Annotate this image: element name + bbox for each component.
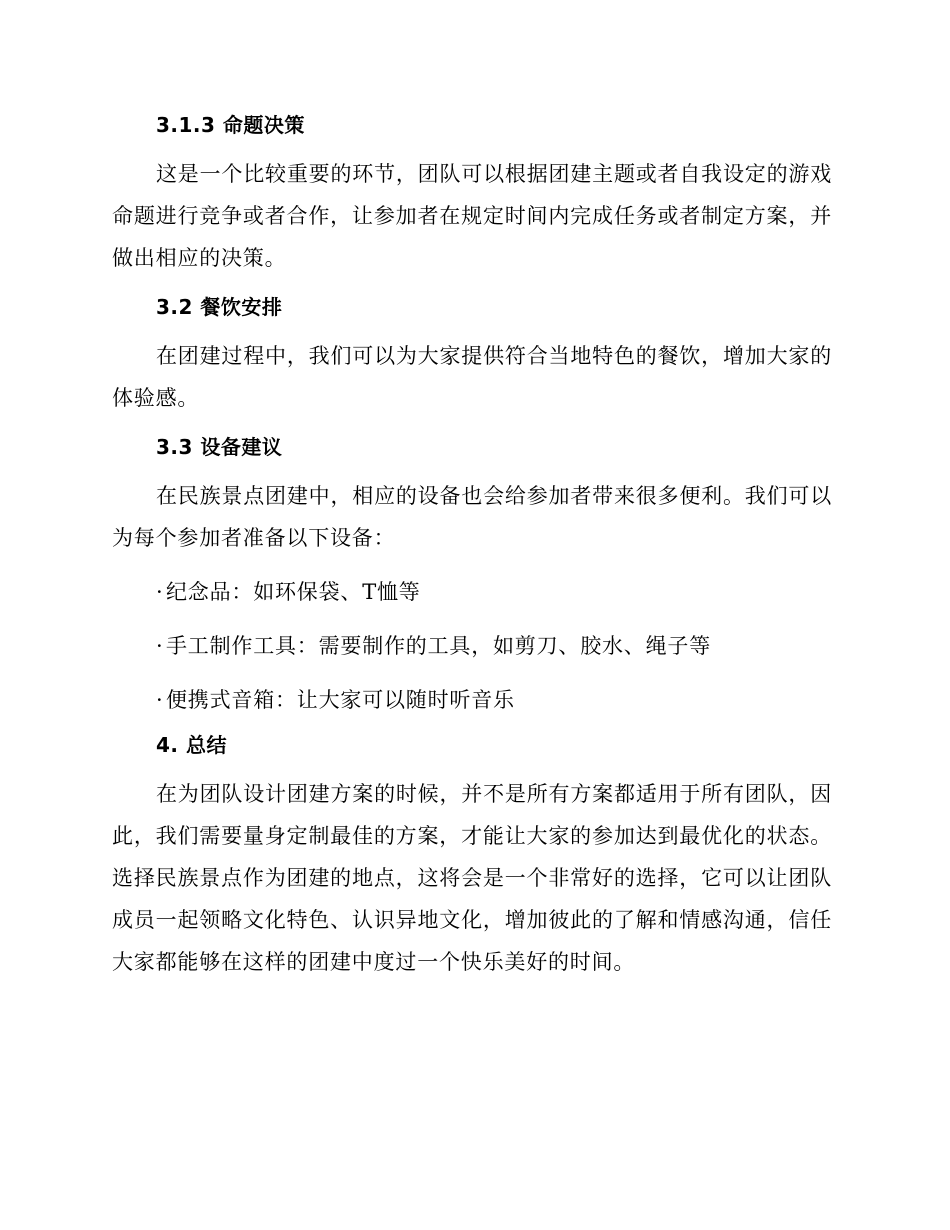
- bullet-icon: ·: [156, 634, 164, 658]
- list-item-text: 手工制作工具：需要制作的工具，如剪刀、胶水、绳子等: [166, 634, 711, 658]
- section-heading-3-1-3: 3.1.3 命题决策: [156, 113, 305, 137]
- bullet-icon: ·: [156, 688, 164, 712]
- list-item: [112, 571, 832, 613]
- section-paragraph-3-2: 在团建过程中，我们可以为大家提供符合当地特色的餐饮，增加大家的体验感。: [112, 344, 832, 410]
- section-paragraph-4: 在为团队设计团建方案的时候，并不是所有方案都适用于所有团队，因此，我们需要量身定制最佳的方案，才能让大家的参加达到最优化的状态。选择民族景点作为团建的地点，这将会是一个非常好的选择，它可以让团队成员一起领略文化特色、认识异地文化，增加彼此的了解和情感沟通，信任大家都能够在这样的团建中度过一个快乐美好的时间。: [112, 782, 832, 974]
- section-heading-3-3: 3.3 设备建议: [156, 435, 283, 459]
- section-heading-4: 4. 总结: [156, 733, 227, 757]
- list-item: [112, 679, 832, 721]
- list-item-text: 便携式音箱：让大家可以随时听音乐: [166, 688, 515, 712]
- section-paragraph-3-1-3: 这是一个比较重要的环节，团队可以根据团建主题或者自我设定的游戏命题进行竞争或者合作，让参加者在规定时间内完成任务或者制定方案，并做出相应的决策。: [112, 162, 832, 270]
- section-paragraph-3-3: 在民族景点团建中，相应的设备也会给参加者带来很多便利。我们可以为每个参加者准备以下设备：: [112, 484, 832, 550]
- bullet-icon: ·: [156, 580, 164, 604]
- list-item-text: 纪念品：如环保袋、T恤等: [166, 580, 421, 604]
- section-heading-3-2: 3.2 餐饮安排: [156, 295, 283, 319]
- list-item: [112, 625, 832, 667]
- document-page: [112, 104, 832, 983]
